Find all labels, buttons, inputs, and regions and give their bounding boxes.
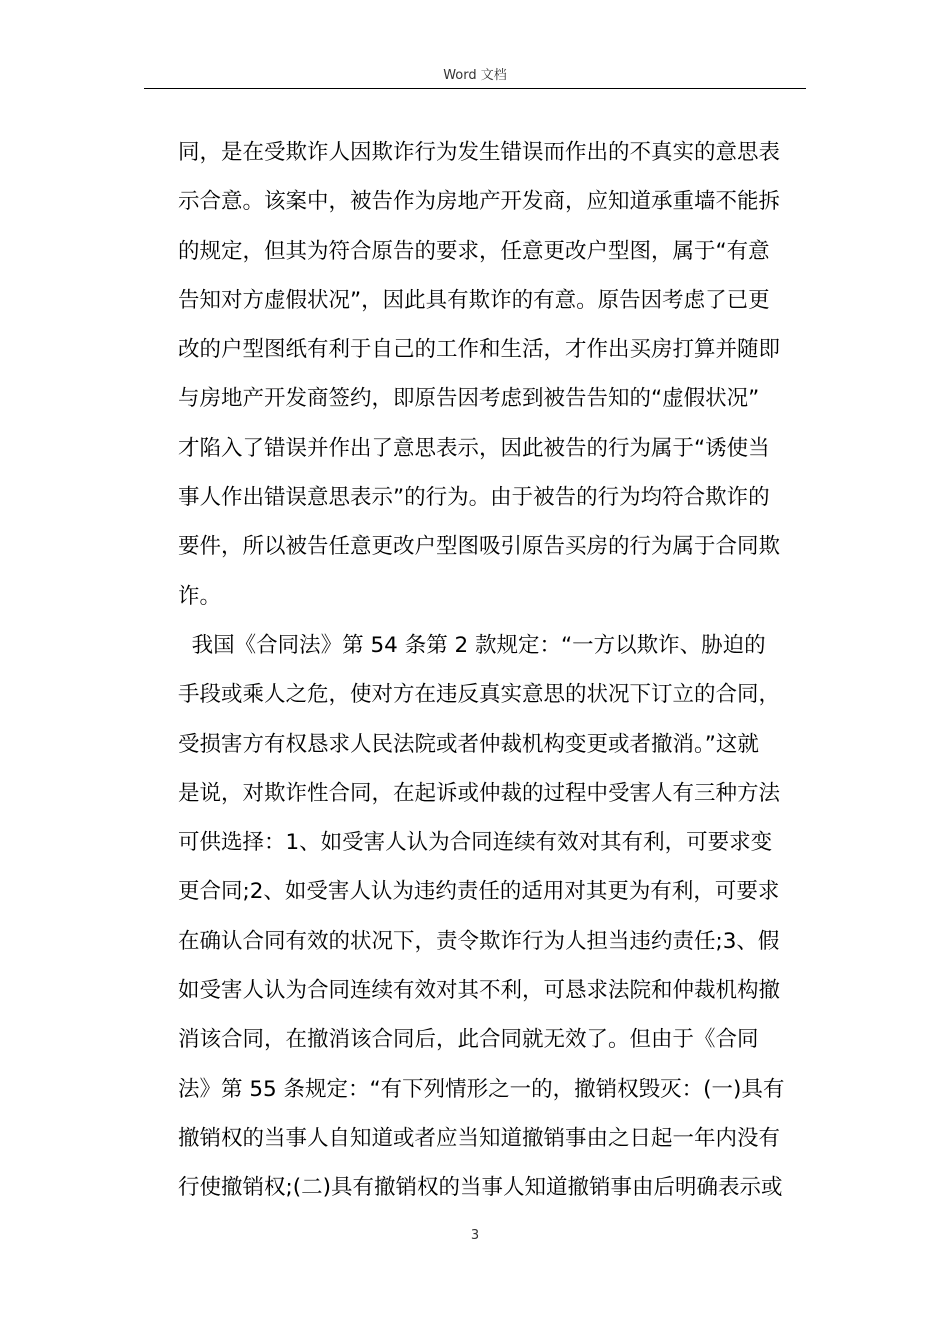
text-line: 在确认合同有效的状况下，责令欺诈行为人担当违约责任;3、假 [178,928,780,954]
text-line: 诈。 [178,583,222,609]
text-line: 手段或乘人之危，使对方在违反真实意思的状况下订立的合同， [178,682,781,708]
text-line: 与房地产开发商签约，即原告因考虑到被告告知的“虚假状况” [178,386,760,412]
text-line: 行使撤销权;(二)具有撤销权的当事人知道撤销事由后明确表示或 [178,1175,783,1201]
text-line: 法》第 55 条规定：“有下列情形之一的，撤销权毁灭：(一)具有 [178,1076,785,1102]
text-line: 可供选择：1、如受害人认为合同连续有效对其有利，可要求变 [178,830,773,856]
text-line: 示合意。该案中，被告作为房地产开发商，应知道承重墙不能拆 [178,189,781,215]
text-line: 改的户型图纸有利于自己的工作和生活，才作出买房打算并随即 [178,337,781,363]
text-line: 才陷入了错误并作出了意思表示，因此被告的行为属于“诱使当 [178,435,770,461]
text-line: 事人作出错误意思表示”的行为。由于被告的行为均符合欺诈的 [178,485,770,511]
text-line: 受损害方有权恳求人民法院或者仲裁机构变更或者撤消。”这就 [178,731,759,757]
text-line: 撤销权的当事人自知道或者应当知道撤销事由之日起一年内没有 [178,1125,781,1151]
text-line: 是说，对欺诈性合同，在起诉或仲裁的过程中受害人有三种方法 [178,780,781,806]
paragraph-start-line: 我国《合同法》第 54 条第 2 款规定：“一方以欺诈、胁迫的 [178,632,766,658]
text-line: 告知对方虚假状况”，因此具有欺诈的有意。原告因考虑了已更 [178,287,770,313]
document-header-title: Word 文档 [443,68,507,83]
text-line: 要件，所以被告任意更改户型图吸引原告买房的行为属于合同欺 [178,534,781,560]
text-line: 同，是在受欺诈人因欺诈行为发生错误而作出的不真实的意思表 [178,140,781,165]
header-divider [144,88,806,89]
text-line: 如受害人认为合同连续有效对其不利，可恳求法院和仲裁机构撤 [178,978,781,1004]
text-line: 消该合同，在撤消该合同后，此合同就无效了。但由于《合同 [178,1027,759,1053]
text-line: 更合同;2、如受害人认为违约责任的适用对其更为有利，可要求 [178,879,780,905]
text-line: 的规定，但其为符合原告的要求，任意更改户型图，属于“有意 [178,238,770,264]
page-number: 3 [470,1228,480,1243]
document-body [178,128,805,1213]
